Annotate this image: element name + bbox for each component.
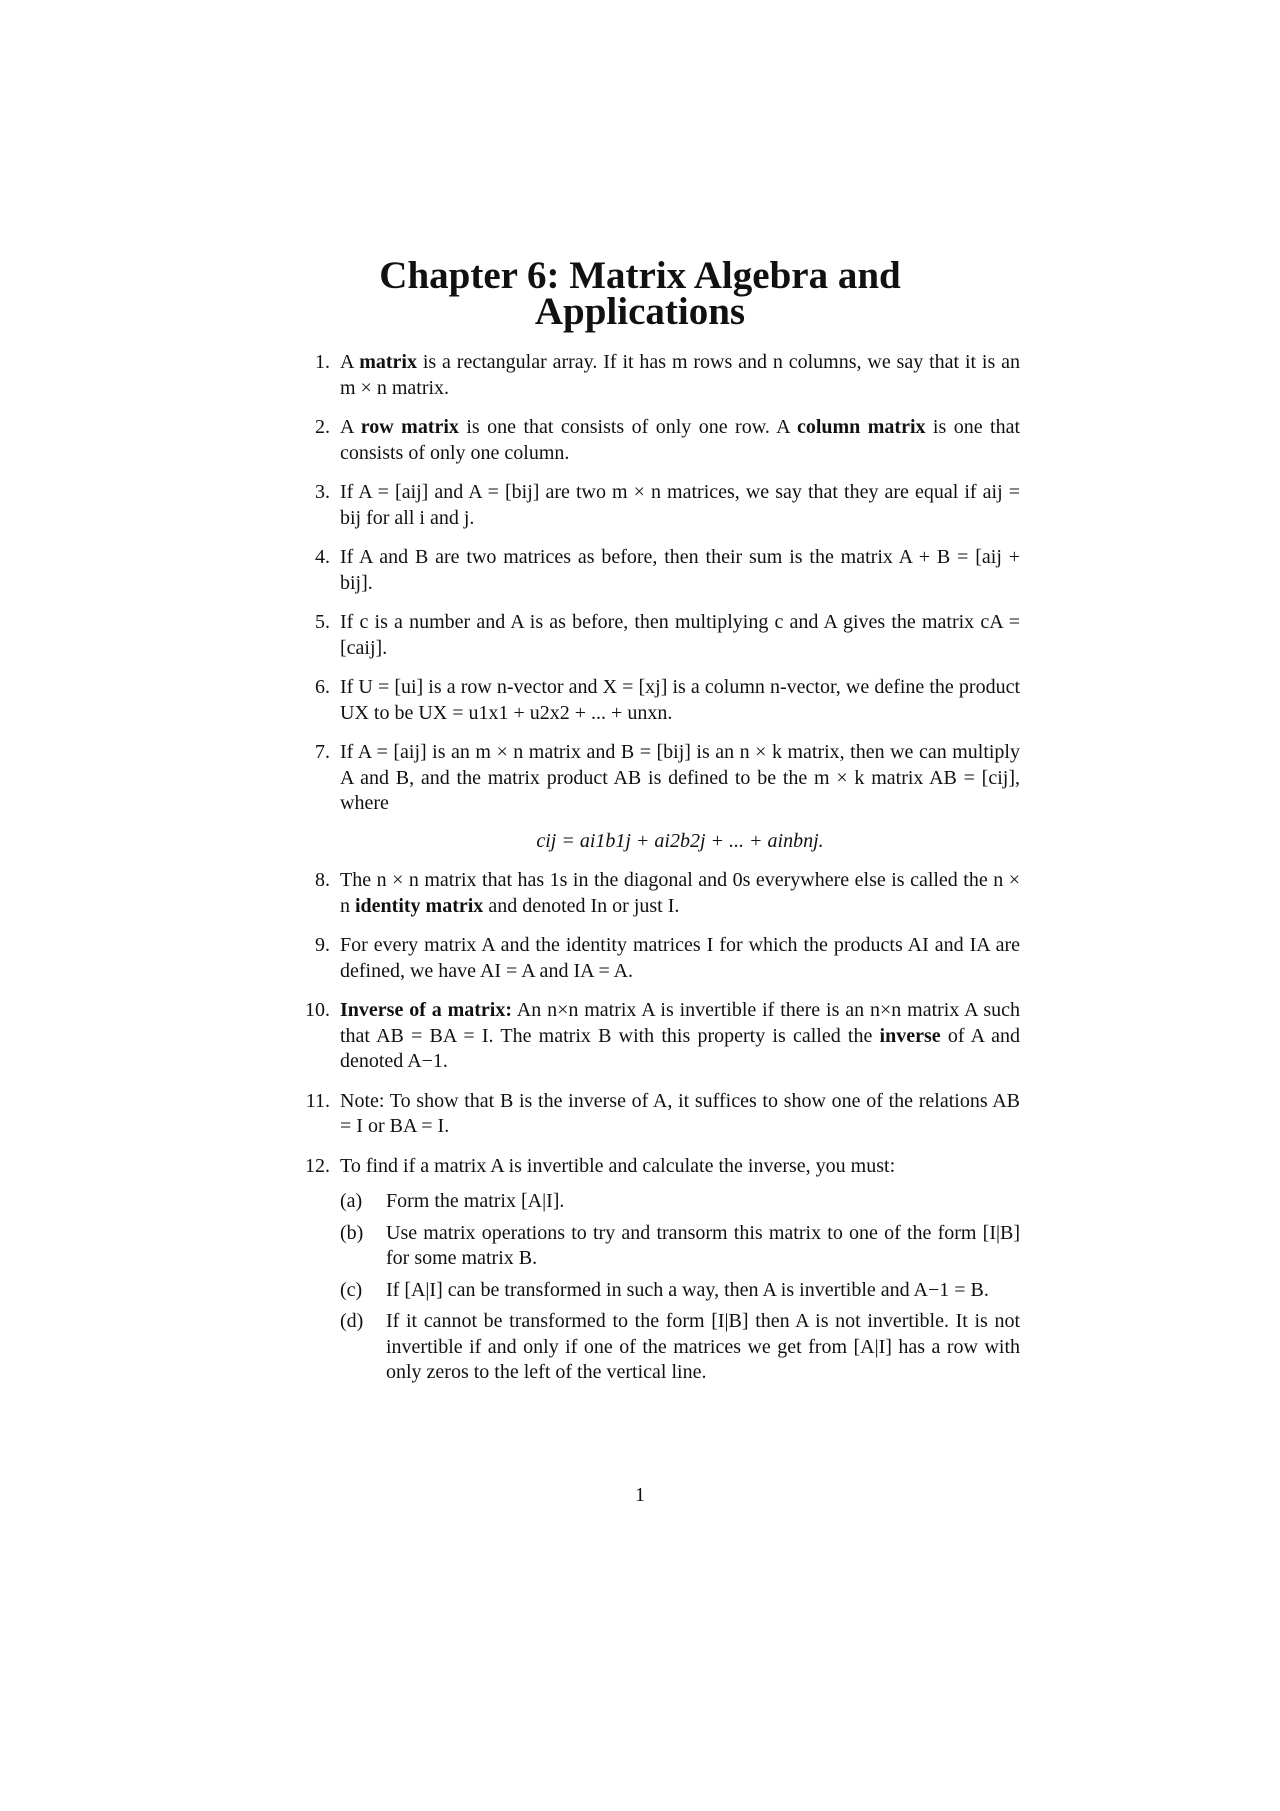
- item-text-segment: If U = [ui] is a row n-vector and X = [xj] is a column n-vector, we define the product UX to be UX = u1x1 + u2x2 + ... + unxn.: [340, 676, 1020, 724]
- item-text: [340, 998, 1020, 1075]
- item-text: [340, 675, 1020, 726]
- bold-term: identity matrix: [355, 894, 484, 917]
- sub-item-label: (b): [340, 1221, 364, 1244]
- item-number: 4.: [315, 546, 330, 568]
- sub-list-item: [340, 1189, 1020, 1215]
- sub-list: [340, 1189, 1020, 1386]
- chapter-title-line-1: Chapter 6: Matrix Algebra and: [379, 254, 901, 297]
- list-item: [315, 933, 1020, 984]
- item-number: 10.: [305, 999, 330, 1021]
- bold-term: matrix: [359, 351, 417, 373]
- item-text-segment: The n × n matrix that has 1s in the diagonal and 0s everywhere else is called the n × n: [340, 869, 1020, 917]
- list-item: [315, 415, 1021, 466]
- list-item: [305, 1154, 1020, 1386]
- sub-item-label: (c): [340, 1278, 363, 1301]
- sub-list-item: [340, 1309, 1020, 1386]
- item-text: [340, 545, 1020, 596]
- list-item: [315, 740, 1020, 854]
- item-text-segment: To find if a matrix A is invertible and calculate the inverse, you must:: [340, 1154, 896, 1177]
- sub-item-text: If [A|I] can be transformed in such a way, then A is invertible and A−1 = B.: [386, 1278, 989, 1301]
- item-text-segment: is a rectangular array. If it has m rows and n columns, we say that it is an m × n matrix.: [340, 351, 1021, 399]
- item-number: 9.: [315, 934, 330, 956]
- display-equation: cij = ai1b1j + ai2b2j + ... + ainbnj.: [536, 829, 824, 852]
- item-text-segment: An n×n matrix A is invertible if there is an n×n matrix A such that AB = BA = I. The matrix B with this property is called the: [340, 999, 1020, 1047]
- item-text-segment: A: [340, 351, 360, 373]
- item-text: [340, 1089, 1020, 1140]
- item-text-segment: If c is a number and A is as before, then multiplying c and A gives the matrix cA = [caij].: [340, 611, 1020, 659]
- item-text-segment: is one that consists of only one row. A: [458, 416, 797, 438]
- list-item: [305, 998, 1020, 1075]
- item-number: 1.: [315, 351, 330, 373]
- list-item: [315, 480, 1020, 531]
- item-number: 12.: [305, 1154, 330, 1177]
- sub-item-text: Use matrix operations to try and transorm this matrix to one of the form [I|B] for some matrix B.: [386, 1221, 1020, 1269]
- item-text-segment: If A = [aij] and A = [bij] are two m × n matrices, we say that they are equal if aij = bij for all i and j.: [340, 481, 1020, 529]
- list-item: [315, 868, 1020, 919]
- list-item: [315, 675, 1020, 726]
- item-text: [340, 1154, 1020, 1180]
- item-text-segment: of A and denoted A−1.: [340, 1024, 1020, 1072]
- chapter-title-line-2: Applications: [534, 290, 746, 333]
- sub-item-text: Form the matrix [A|I].: [386, 1190, 565, 1212]
- list-item: [315, 610, 1020, 661]
- item-text-segment: If A = [aij] is an m × n matrix and B = [bij] is an n × k matrix, then we can multiply A and B, and the matrix product AB is defined to be the m × k matrix AB = [cij], where: [340, 741, 1020, 814]
- item-text-segment: If A and B are two matrices as before, then their sum is the matrix A + B = [aij + bij].: [340, 546, 1020, 594]
- item-text: [340, 480, 1020, 531]
- item-text: [340, 868, 1020, 919]
- item-text-segment: and denoted In or just I.: [483, 894, 680, 917]
- list-item: [305, 1089, 1020, 1140]
- item-text: [340, 350, 1020, 401]
- sub-list-item: [340, 1221, 1020, 1272]
- item-number: 8.: [315, 869, 330, 891]
- item-number: 11.: [305, 1089, 330, 1112]
- item-text: [340, 740, 1020, 817]
- sub-item-label: (d): [340, 1310, 364, 1332]
- bold-term: inverse: [879, 1024, 941, 1047]
- item-text-segment: A: [340, 416, 361, 438]
- item-text: [340, 933, 1020, 984]
- item-number: 6.: [315, 676, 330, 698]
- bold-term: row matrix: [360, 416, 459, 438]
- bold-term: Inverse of a matrix:: [340, 999, 512, 1021]
- list-item: [315, 545, 1020, 596]
- item-number: 7.: [315, 741, 330, 763]
- item-text: [340, 415, 1020, 466]
- item-text-segment: Note: To show that B is the inverse of A, it suffices to show one of the relations AB = I or BA = I.: [340, 1089, 1020, 1137]
- item-text-segment: For every matrix A and the identity matrices I for which the products AI and IA are defined, we have AI = A and IA = A.: [340, 934, 1020, 982]
- item-number: 2.: [315, 416, 330, 438]
- sub-item-label: (a): [340, 1190, 363, 1212]
- sub-item-text: If it cannot be transformed to the form [I|B] then A is not invertible. It is not invertible if and only if one of the matrices we get from [A|I] has a row with only zeros to the left of the vertical line.: [386, 1310, 1020, 1383]
- item-text-segment: is one that consists of only one column.: [340, 416, 1021, 464]
- item-number: 3.: [315, 481, 330, 503]
- chapter-title: [0, 254, 1280, 333]
- bold-term: column matrix: [796, 416, 926, 438]
- item-text: [340, 610, 1020, 661]
- page-number: 1: [635, 1484, 645, 1506]
- sub-list-item: [340, 1278, 1020, 1304]
- list-item: [315, 350, 1021, 401]
- item-number: 5.: [315, 611, 330, 633]
- definitions-list: [305, 350, 1021, 1400]
